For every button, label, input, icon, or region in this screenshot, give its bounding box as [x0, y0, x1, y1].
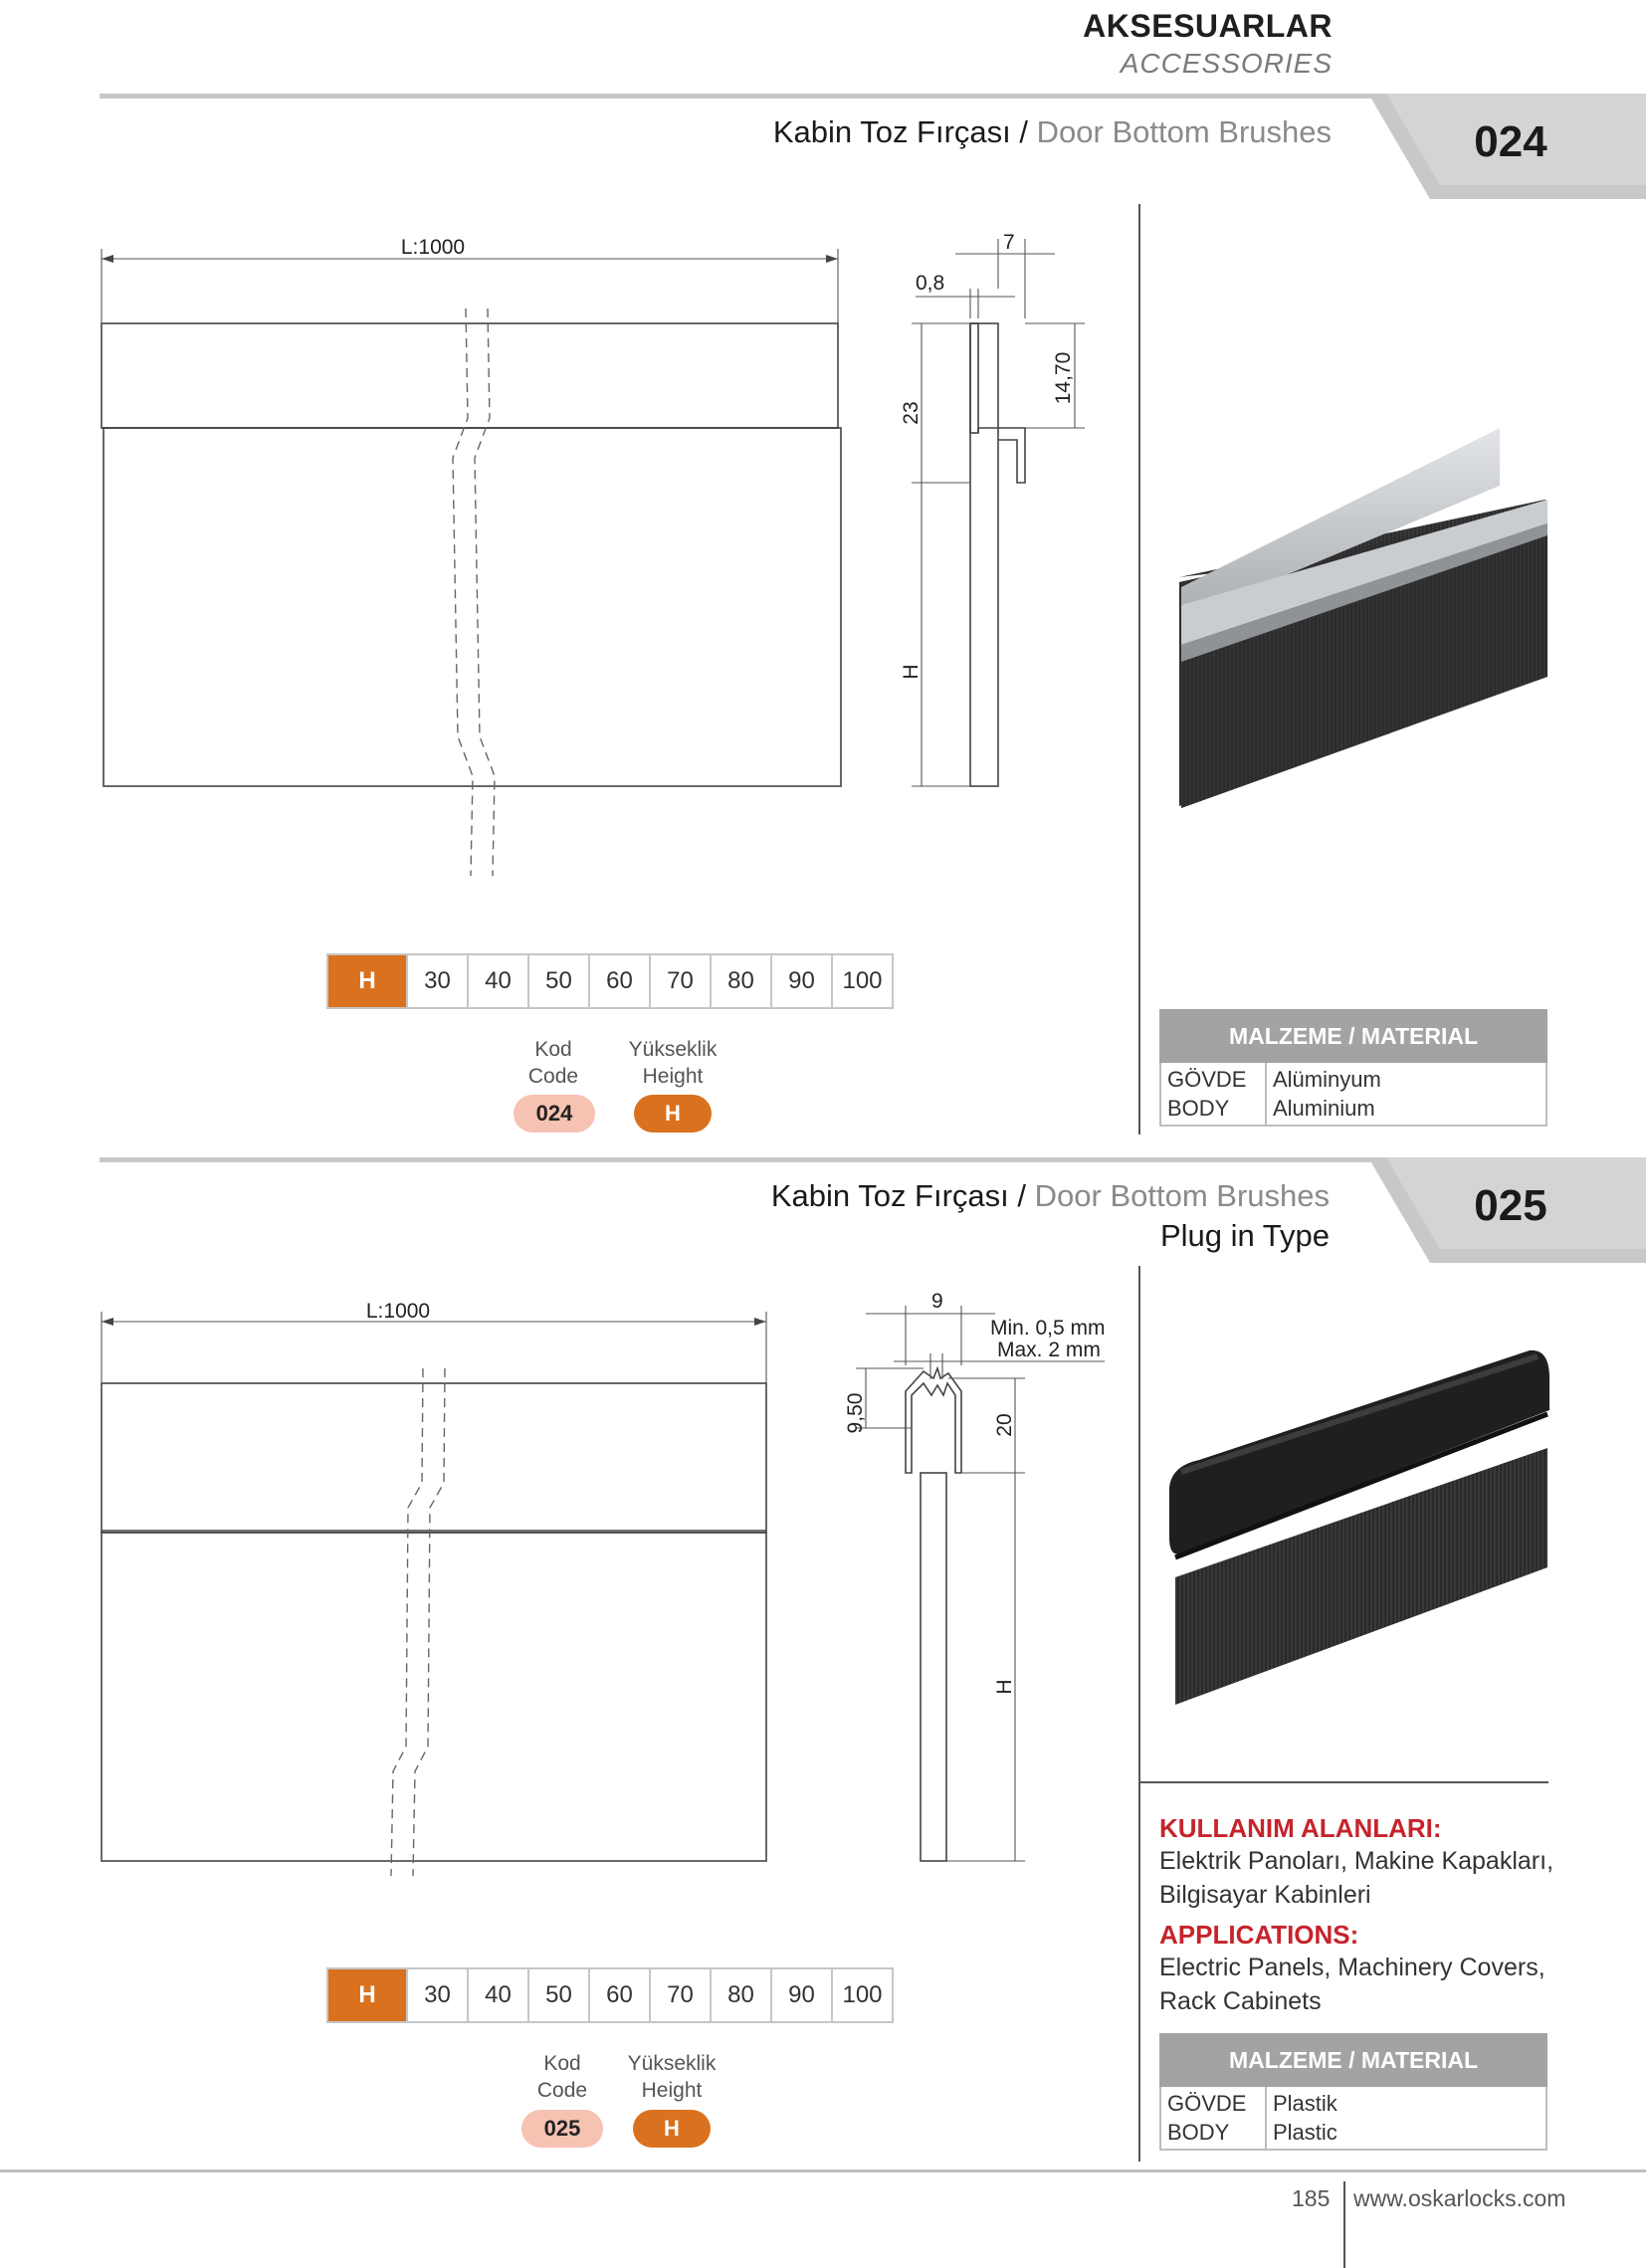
- legend-height-label: Height: [642, 1065, 704, 1088]
- height-head: H: [327, 954, 407, 1008]
- height-cell: 70: [650, 954, 711, 1008]
- applications-tr-heading: KULLANIM ALANLARI:: [1159, 1813, 1442, 1843]
- technical-drawing: [90, 219, 1105, 886]
- material-header: MALZEME / MATERIAL: [1160, 1010, 1546, 1062]
- legend-code-label: Code: [527, 1065, 579, 1088]
- material-tr: Alüminyum: [1273, 1067, 1381, 1092]
- code-badge: 025: [1474, 1181, 1547, 1230]
- dim-23: 23: [900, 401, 923, 425]
- column-divider: [1138, 1266, 1140, 1783]
- dim-length: L:1000: [365, 1300, 431, 1323]
- height-pill: H: [633, 2110, 711, 2148]
- title-en: Door Bottom Brushes: [1034, 1178, 1330, 1213]
- height-cell: 60: [589, 1968, 650, 2022]
- code-pill: 024: [514, 1095, 595, 1133]
- dim-h: H: [900, 664, 923, 680]
- height-cell: 50: [528, 1968, 589, 2022]
- dim-7: 7: [1003, 231, 1015, 254]
- part-tr: GÖVDE: [1167, 1067, 1247, 1092]
- code-pill: 025: [521, 2110, 603, 2148]
- applications-en-heading: APPLICATIONS:: [1159, 1920, 1359, 1950]
- height-cell: 40: [468, 1968, 528, 2022]
- page-title: AKSESUARLAR: [1083, 8, 1333, 44]
- title-tr: Kabin Toz Fırçası /: [770, 1178, 1027, 1213]
- height-cell: 30: [407, 954, 468, 1008]
- product-image: [1159, 1348, 1557, 1717]
- material-tr: Plastik: [1273, 2091, 1337, 2116]
- divider-line: [1138, 1781, 1548, 1783]
- title-en: Door Bottom Brushes: [1036, 114, 1332, 149]
- part-tr: GÖVDE: [1167, 2091, 1247, 2116]
- material-en: Aluminium: [1273, 1096, 1375, 1121]
- dim-9: 9: [931, 1290, 943, 1313]
- section-title: [773, 114, 1332, 150]
- code-badge: 024: [1474, 117, 1547, 166]
- website-link[interactable]: www.oskarlocks.com: [1353, 2185, 1566, 2211]
- title-tr: Kabin Toz Fırçası /: [772, 114, 1029, 149]
- legend-height-label: Height: [641, 2079, 703, 2102]
- legend-code-label: Code: [536, 2079, 588, 2102]
- page-number: 185: [1292, 2185, 1331, 2211]
- legend-height: [602, 2050, 741, 2104]
- section-subtitle: Plug in Type: [1159, 1218, 1330, 1253]
- height-head: H: [327, 1968, 407, 2022]
- dim-950: 9,50: [844, 1392, 867, 1434]
- height-cell: 30: [407, 1968, 468, 2022]
- height-cell: 50: [528, 954, 589, 1008]
- height-cell: 40: [468, 954, 528, 1008]
- applications: [1159, 1813, 1557, 2018]
- material-header: MALZEME / MATERIAL: [1160, 2034, 1546, 2086]
- page-subtitle: ACCESSORIES: [1120, 48, 1333, 79]
- material-table: [1159, 2033, 1547, 2151]
- applications-en-line: Electric Panels, Machinery Covers,: [1159, 1954, 1545, 1981]
- material-table: [1159, 1009, 1547, 1127]
- height-cell: 60: [589, 954, 650, 1008]
- dim-1470: 14,70: [1052, 351, 1075, 405]
- height-cell: 90: [771, 954, 832, 1008]
- dim-max: Max. 2 mm: [997, 1339, 1101, 1361]
- column-divider: [1138, 204, 1140, 1134]
- part-en: BODY: [1167, 2120, 1230, 2145]
- legend-kod: Kod: [534, 1038, 572, 1061]
- section-rule: [100, 1157, 1373, 1162]
- height-cell: 100: [832, 1968, 893, 2022]
- footer-divider: [1343, 2181, 1345, 2268]
- legend-code: [484, 1036, 623, 1090]
- height-cell: 80: [711, 1968, 771, 2022]
- column-divider: [1138, 1783, 1140, 2162]
- footer-rule: [0, 2169, 1646, 2172]
- legend-kod: Kod: [543, 2052, 581, 2075]
- height-table: [326, 953, 894, 1009]
- dim-length: L:1000: [400, 236, 466, 259]
- height-cell: 100: [832, 954, 893, 1008]
- legend-yukseklik: Yükseklik: [627, 2052, 717, 2075]
- dim-h: H: [993, 1679, 1016, 1695]
- height-cell: 90: [771, 1968, 832, 2022]
- applications-tr-line: Elektrik Panoları, Makine Kapakları,: [1159, 1847, 1554, 1875]
- height-table: [326, 1967, 894, 2023]
- section-title: [771, 1178, 1330, 1214]
- dim-08: 0,8: [916, 272, 945, 295]
- technical-drawing: [90, 1284, 1125, 1891]
- height-cell: 80: [711, 954, 771, 1008]
- height-cell: 70: [650, 1968, 711, 2022]
- dim-20: 20: [993, 1413, 1016, 1437]
- applications-en-line: Rack Cabinets: [1159, 1987, 1322, 2015]
- section-rule: [100, 94, 1373, 99]
- applications-tr-line: Bilgisayar Kabinleri: [1159, 1881, 1371, 1909]
- material-en: Plastic: [1273, 2120, 1337, 2145]
- legend-height: [603, 1036, 742, 1090]
- dim-min: Min. 0,5 mm: [990, 1317, 1106, 1340]
- part-en: BODY: [1167, 1096, 1230, 1121]
- height-pill: H: [634, 1095, 712, 1133]
- legend-yukseklik: Yükseklik: [628, 1038, 718, 1061]
- product-image: [1169, 428, 1557, 816]
